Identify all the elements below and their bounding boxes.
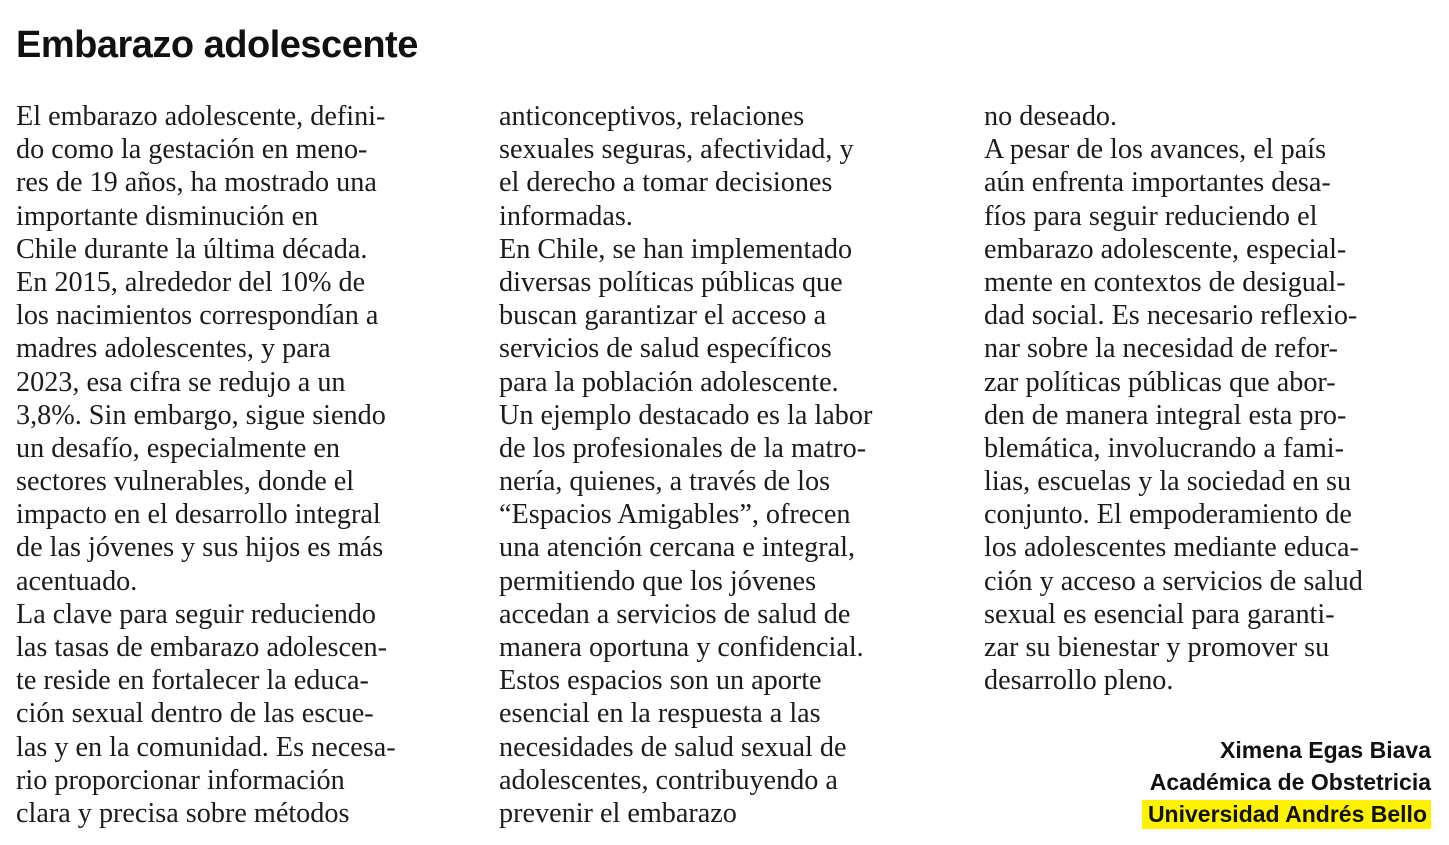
article-text-line: de los profesionales de la matro- — [499, 432, 867, 464]
article-text-line: buscan garantizar el acceso a — [499, 300, 827, 332]
article-text-line: para la población adolescente. — [499, 366, 839, 398]
article-text-line: El embarazo adolescente, defini- — [16, 101, 386, 132]
article-text-line: las tasas de embarazo adolescen- — [16, 632, 387, 663]
article-text-line: Chile durante la última década. — [16, 233, 368, 265]
article-text-line: impacto en el desarrollo integral — [16, 499, 381, 531]
article-text-line: los nacimientos correspondían a — [16, 300, 379, 332]
article-text-line: nería, quienes, a través de los — [499, 466, 831, 498]
article-text-line: necesidades de salud sexual de — [499, 731, 847, 763]
article-text-line: acentuado. — [16, 565, 138, 597]
author-institution — [1142, 798, 1431, 830]
article-text-line: sexuales seguras, afectividad, y — [499, 134, 854, 166]
author-name: Ximena Egas Biava — [1220, 737, 1431, 763]
article-text-line: zar políticas públicas que abor- — [984, 366, 1336, 398]
article-text-line: zar su bienestar y promover su — [984, 632, 1330, 663]
article-text-line: manera oportuna y confidencial. — [499, 632, 864, 663]
institution-highlight: Universidad Andrés Bello — [1142, 800, 1431, 829]
article-text-line: Estos espacios son un aporte — [499, 665, 822, 697]
article-text-line: ción sexual dentro de las escue- — [16, 698, 374, 730]
article-column-3 — [984, 100, 1363, 697]
article-text-line: accedan a servicios de salud de — [499, 598, 851, 630]
article-text-line: permitiendo que los jóvenes — [499, 565, 817, 597]
article-text-line: den de manera integral esta pro- — [984, 399, 1347, 431]
article-text-line: mente en contextos de desigual- — [984, 266, 1346, 298]
article-title: Embarazo adolescente — [16, 24, 418, 66]
article-text-line: los adolescentes mediante educa- — [984, 532, 1359, 564]
article-text-line: blemática, involucrando a fami- — [984, 432, 1345, 464]
article-text-line: lias, escuelas y la sociedad en su — [984, 466, 1352, 498]
byline — [1142, 734, 1431, 830]
article-text-line: conjunto. El empoderamiento de — [984, 499, 1352, 531]
article-text-line: A pesar de los avances, el país — [984, 134, 1327, 166]
article-text-line: dad social. Es necesario reflexio- — [984, 300, 1358, 332]
article-text-line: un desafío, especialmente en — [16, 432, 341, 464]
article-text-line: servicios de salud específicos — [499, 333, 832, 365]
article-text-line: clara y precisa sobre métodos — [16, 797, 350, 829]
article-text-line: aún enfrenta importantes desa- — [984, 167, 1331, 199]
article-text-line: res de 19 años, ha mostrado una — [16, 167, 377, 199]
article-text-line: importante disminución en — [16, 200, 319, 232]
article-text-line: las y en la comunidad. Es necesa- — [16, 731, 396, 763]
article-text-line: prevenir el embarazo — [499, 797, 737, 829]
article-text-line: te reside en fortalecer la educa- — [16, 665, 369, 697]
article-text-line: embarazo adolescente, especial- — [984, 233, 1347, 265]
article-text-line: “Espacios Amigables”, ofrecen — [499, 499, 851, 531]
article-text-line: La clave para seguir reduciendo — [16, 598, 376, 630]
article-text-line: de las jóvenes y sus hijos es más — [16, 532, 384, 564]
article-text-line: el derecho a tomar decisiones — [499, 167, 833, 199]
article-text-line: nar sobre la necesidad de refor- — [984, 333, 1338, 365]
article-text-line: madres adolescentes, y para — [16, 333, 331, 365]
article-text-line: informadas. — [499, 200, 633, 232]
article-text-line: Un ejemplo destacado es la labor — [499, 399, 873, 431]
article-text-line: En 2015, alrededor del 10% de — [16, 266, 366, 298]
article-text-line: fíos para seguir reduciendo el — [984, 200, 1318, 232]
article-text-line: ción y acceso a servicios de salud — [984, 565, 1363, 597]
article-text-line: do como la gestación en meno- — [16, 134, 368, 166]
article-text-line: una atención cercana e integral, — [499, 532, 856, 564]
article-column-1 — [16, 100, 396, 830]
author-role: Académica de Obstetricia — [1149, 769, 1431, 795]
article-text-line: diversas políticas públicas que — [499, 266, 843, 298]
article-text-line: sectores vulnerables, donde el — [16, 466, 355, 498]
article-text-line: rio proporcionar información — [16, 764, 345, 796]
article-text-line: adolescentes, contribuyendo a — [499, 764, 838, 796]
article-text-line: anticonceptivos, relaciones — [499, 101, 805, 132]
article-column-2 — [499, 100, 872, 830]
article-text-line: desarrollo pleno. — [984, 665, 1174, 697]
article-text-line: 2023, esa cifra se redujo a un — [16, 366, 346, 398]
article-text-line: 3,8%. Sin embargo, sigue siendo — [16, 399, 386, 431]
article-text-line: no deseado. — [984, 101, 1118, 132]
article-text-line: En Chile, se han implementado — [499, 233, 853, 265]
article-text-line: esencial en la respuesta a las — [499, 698, 821, 730]
article-text-line: sexual es esencial para garanti- — [984, 598, 1335, 630]
